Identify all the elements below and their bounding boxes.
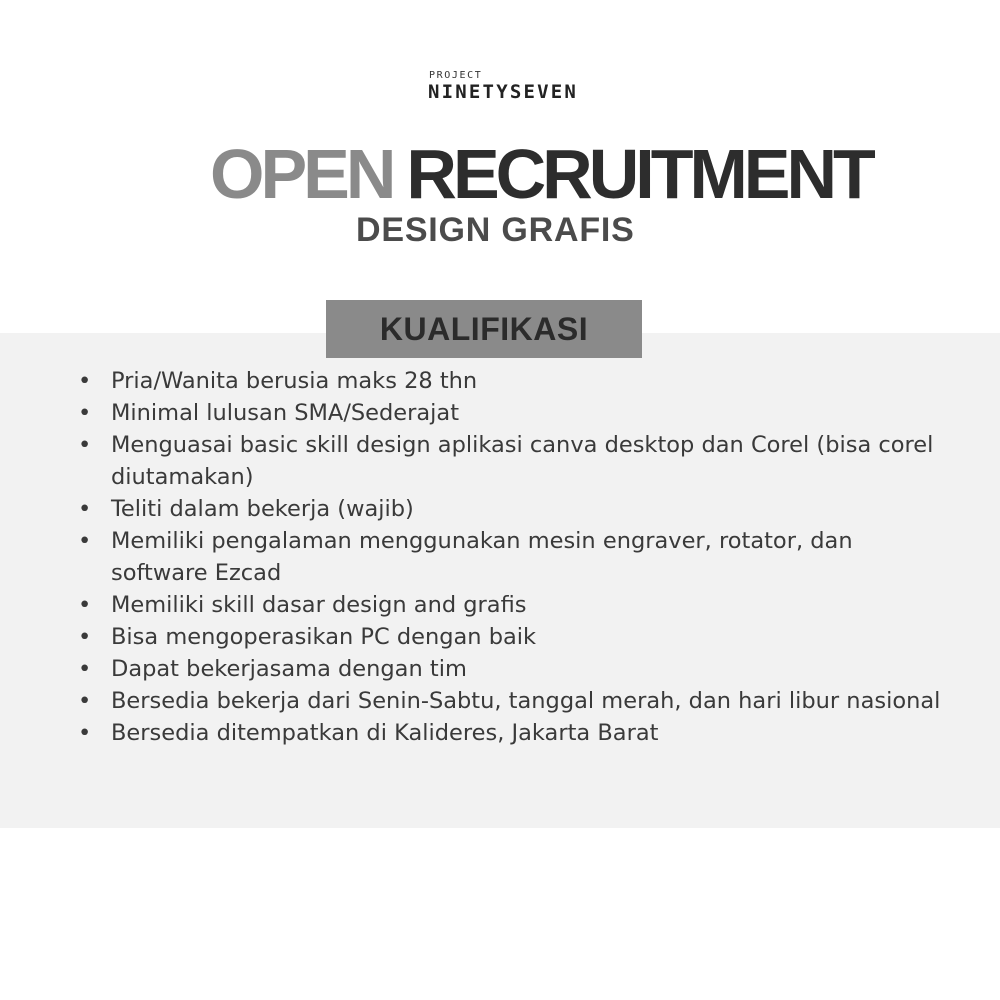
list-item-text: Teliti dalam bekerja (wajib) bbox=[111, 496, 414, 522]
list-item-text: Memiliki pengalaman menggunakan mesin engraver, rotator, dan software Ezcad bbox=[111, 528, 853, 586]
list-item bbox=[74, 717, 954, 749]
list-item-text: Menguasai basic skill design aplikasi canva desktop dan Corel (bisa corel diutamakan) bbox=[111, 432, 934, 490]
list-item bbox=[74, 493, 954, 525]
list-item bbox=[74, 525, 954, 589]
qualification-list bbox=[74, 365, 954, 749]
list-item-text: Bisa mengoperasikan PC dengan baik bbox=[111, 624, 537, 650]
bullet-icon: • bbox=[78, 368, 92, 394]
list-item bbox=[74, 653, 954, 685]
bullet-icon: • bbox=[78, 592, 92, 618]
bullet-icon: • bbox=[78, 720, 92, 746]
list-item-text: Bersedia bekerja dari Senin-Sabtu, tanggal merah, dan hari libur nasional bbox=[111, 688, 941, 714]
headline-recruitment: RECRUITMENT bbox=[406, 135, 872, 213]
bullet-icon: • bbox=[78, 528, 92, 554]
list-item-text: Minimal lulusan SMA/Sederajat bbox=[111, 400, 460, 426]
list-item-text: Dapat bekerjasama dengan tim bbox=[111, 656, 467, 682]
list-item bbox=[74, 685, 954, 717]
list-item bbox=[74, 621, 954, 653]
bullet-icon: • bbox=[78, 432, 92, 458]
logo-prefix: PROJECT bbox=[429, 70, 483, 81]
list-item-text: Pria/Wanita berusia maks 28 thn bbox=[111, 368, 478, 394]
headline bbox=[210, 137, 872, 211]
bullet-icon: • bbox=[78, 624, 92, 650]
bullet-icon: • bbox=[78, 400, 92, 426]
bullet-icon: • bbox=[78, 496, 92, 522]
headline-open: OPEN bbox=[210, 135, 393, 213]
logo-wordmark: NINETYSEVEN bbox=[428, 81, 579, 103]
list-item-text: Memiliki skill dasar design and grafis bbox=[111, 592, 527, 618]
list-item bbox=[74, 365, 954, 397]
list-item bbox=[74, 429, 954, 493]
bullet-icon: • bbox=[78, 656, 92, 682]
list-item bbox=[74, 397, 954, 429]
position-title: DESIGN GRAFIS bbox=[356, 211, 635, 249]
list-item-text: Bersedia ditempatkan di Kalideres, Jakarta Barat bbox=[111, 720, 659, 746]
bullet-icon: • bbox=[78, 688, 92, 714]
list-item bbox=[74, 589, 954, 621]
section-title-badge: KUALIFIKASI bbox=[326, 300, 642, 358]
